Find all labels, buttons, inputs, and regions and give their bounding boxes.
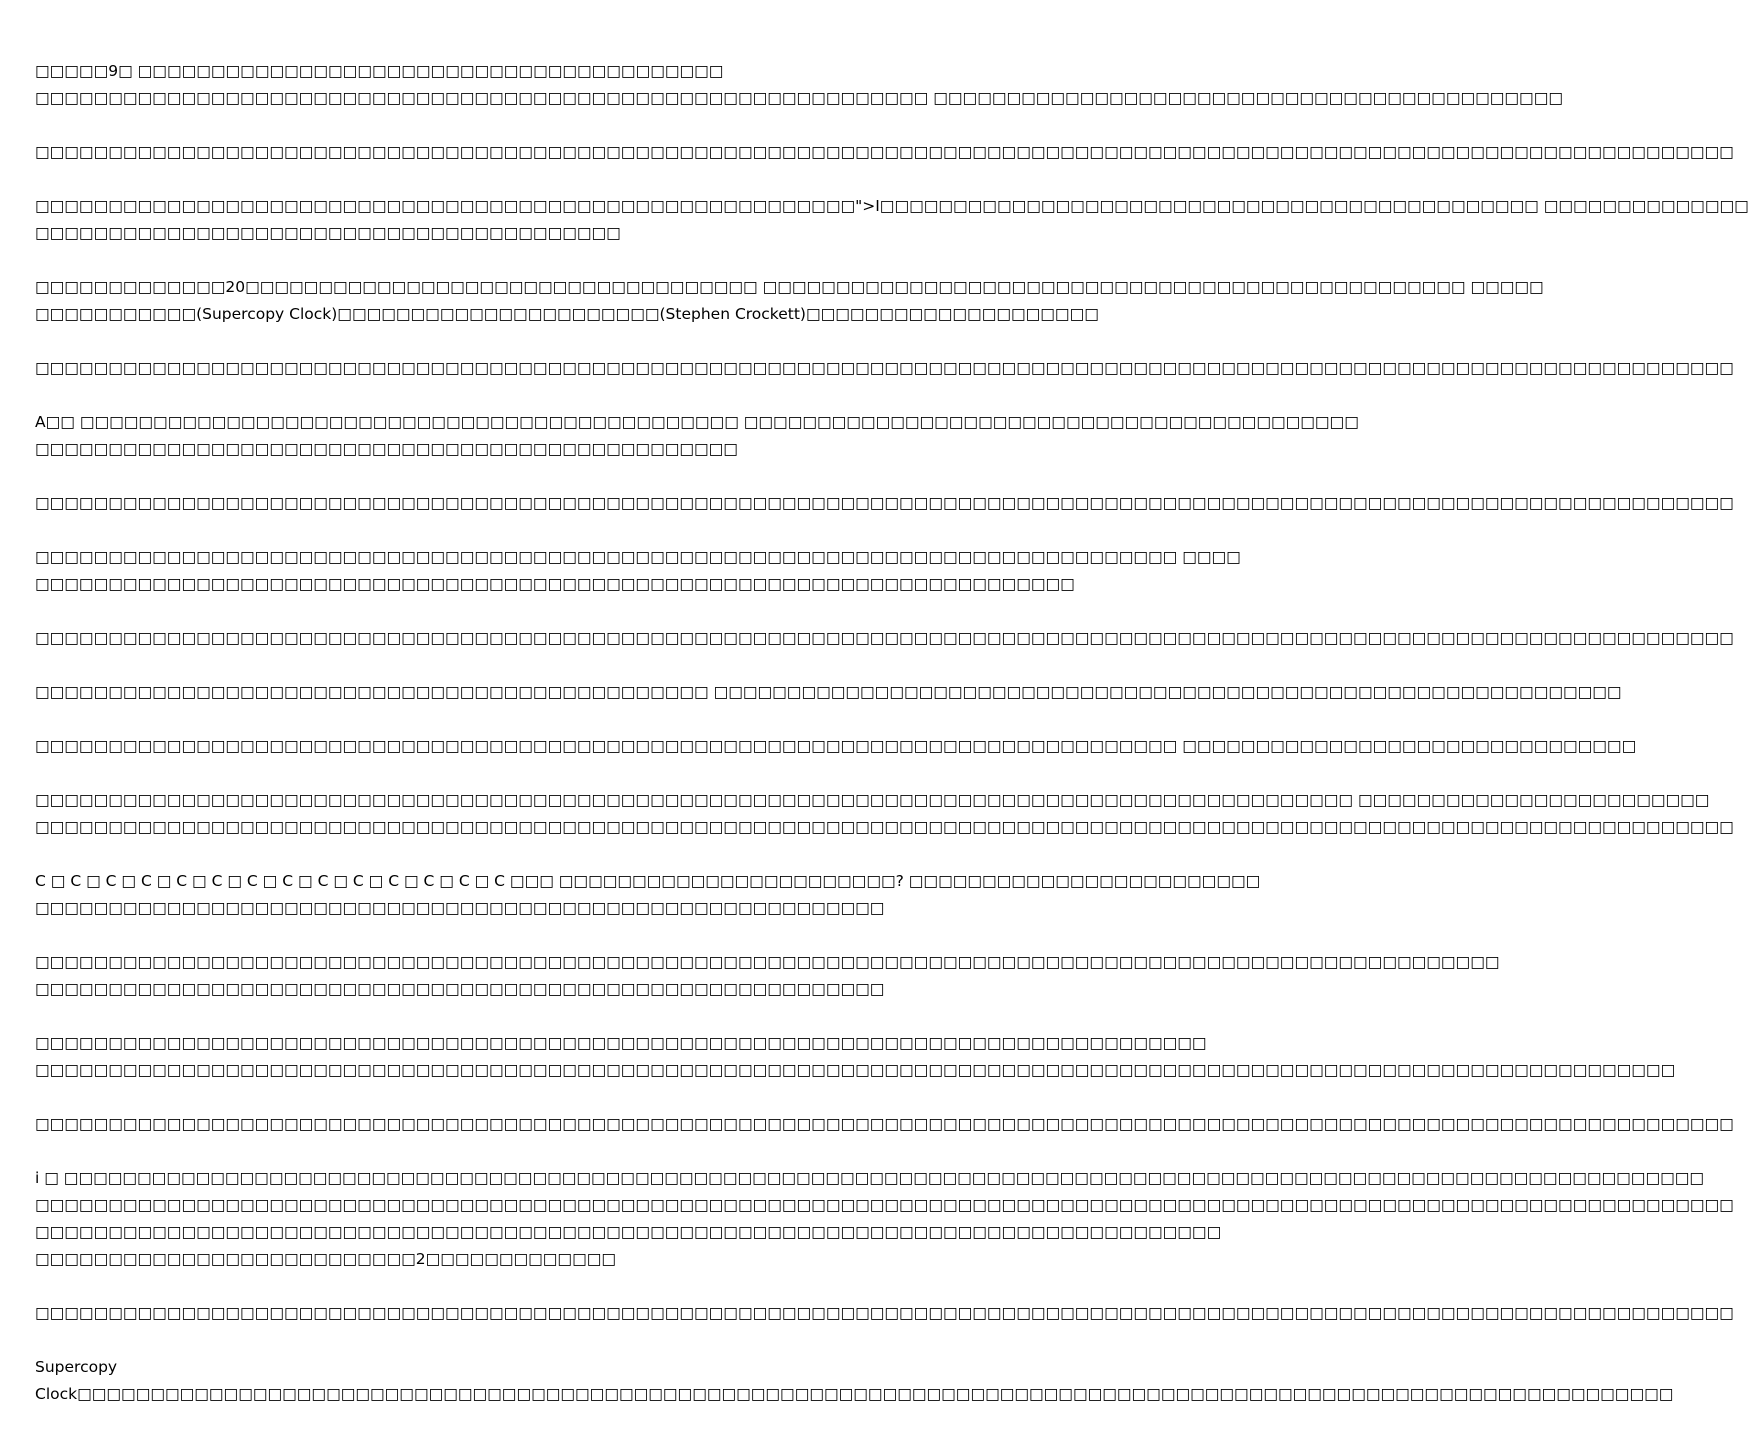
text-line: □□□□□□□□□□□□□□□□□□□□□□□□□□□□□□□□□□□□□□□□□□□□□□□□□□□□□□□□□□□□□□□□□□□□□□□ — [35, 575, 1075, 593]
paragraph — [35, 1300, 1734, 1327]
text-line: A□□ □□□□□□□□□□□□□□□□□□□□□□□□□□□□□□□□□□□□□□□□□□□□□ □□□□□□□□□□□□□□□□□□□□□□□□□□□□□□□□□□□□□□□□□□ — [35, 413, 1359, 431]
paragraph — [35, 139, 1734, 166]
text-line: □□□□□□□□□□□□□□□□□□□□□□□□□□□□□□□□□□□□□□□□□□□□□□□□□□□□□□□□□□□□□□□□□□□□□□□□□□□□□□□□□□□□□□□□□□□□□□□□□□□□□□□□□□□□□□□□□□□□ — [35, 494, 1734, 512]
paragraph — [35, 193, 1749, 247]
text-line: □□□□□□□□□□□□□□□□□□□□□□□□□□□□□□□□□□□□□□□□□□□□□□□□□□□□□□□□□□□□□□□□□□□□□□□□□□□□□□□□□□□□□□□□□□□□□□□□□□□□□□□□□□□□□□□□□□□□ — [35, 1196, 1734, 1214]
paragraph — [35, 1111, 1734, 1138]
text-line: □□□□□□□□□□□□□□□□□□□□□□□□□□□□□□□□□□□□□□□□□□□□□□□□ — [35, 440, 738, 458]
text-line: Clock□□□□□□□□□□□□□□□□□□□□□□□□□□□□□□□□□□□□□□□□□□□□□□□□□□□□□□□□□□□□□□□□□□□□□□□□□□□□□□□□□□□□□□□□□□□□□□□□□□□□□□□□□□□□□ — [35, 1385, 1674, 1403]
text-line: □□□□□□□□□□□□□□□□□□□□□□□□□□□□□□□□□□□□□□□□□□□□□□□□□□□□□□□□□□□□□□□□□□□□□□□□□□□□□□□□□□□□□□□□□□□□□□□□□□□□□□□□□□□□□□□□□□□□ — [35, 1115, 1734, 1133]
document-body — [35, 58, 1749, 1435]
paragraph — [35, 679, 1622, 706]
text-line: □□□□□□□□□□□□□□□□□□□□□□□□□□□□□□□□□□□□□□□□□□□□□□□□□□□□□□□□□□□□□□□□□□□□□□□□□□□□□□□□□□□□□□□□□□□□□□□□□□□□□□□□□□□□□□□□□□□□ — [35, 1304, 1734, 1322]
text-line: □□□□□□□□□□□(Supercopy Clock)□□□□□□□□□□□□□□□□□□□□□□(Stephen Crockett)□□□□□□□□□□□□□□□□□□□□ — [35, 305, 1099, 323]
text-line: □□□□□□□□□□□□□□□□□□□□□□□□□□□□□□□□□□□□□□□□□□□□□□□□□□□□□□□□□□□□□□□□□□□□□□□□□□□□□□□□□□□□□□□□□□ □□□□□□□□□□□□□□□□□□□□□□□□ — [35, 791, 1710, 809]
paragraph — [35, 58, 1563, 112]
text-line: □□□□□□□□□□□□□□□□□□□□□□□□□□□□□□□□□□□□□□□□ — [35, 224, 621, 242]
paragraph — [35, 1165, 1734, 1273]
text-line: □□□□□□□□□□□□□□□□□□□□□□□□□□□□□□□□□□□□□□□□□□□□□□□□□□□□□□□□□□□□□□□□□□□□□□□□□□□□□□□□□□□□□□□□□□□□□□□□□□□□□□□□□□□□□□□□□□□□ — [35, 359, 1734, 377]
text-line: i □ □□□□□□□□□□□□□□□□□□□□□□□□□□□□□□□□□□□□□□□□□□□□□□□□□□□□□□□□□□□□□□□□□□□□□□□□□□□□□□□□□□□□□□□□□□□□□□□□□□□□□□□□□□□□□□□□ — [35, 1169, 1705, 1187]
paragraph — [35, 949, 1500, 1003]
text-line: Supercopy — [35, 1358, 118, 1376]
text-line: □□□□□□□□□□□□□□□□□□□□□□□□□□□□□□□□□□□□□□□□□□□□□□□□□□□□□□□□□□□□□ □□□□□□□□□□□□□□□□□□□□□□□□□□□□□□□□□□□□□□□□□□□ — [35, 89, 1563, 107]
text-line: □□□□□□□□□□□□□□□□□□□□□□□□□□2□□□□□□□□□□□□□ — [35, 1250, 617, 1268]
text-line: □□□□□□□□□□□□□□□□□□□□□□□□□□□□□□□□□□□□□□□□□□□□□□□□□□□□□□□□□□ — [35, 980, 885, 998]
text-line: □□□□□□□□□□□□□□□□□□□□□□□□□□□□□□□□□□□□□□□□□□□□□□□□□□□□□□□□□□□□□□□□□□□□□□□□□□□□□□ □□□□□□□□□□□□□□□□□□□□□□□□□□□□□□□ — [35, 737, 1637, 755]
paragraph — [35, 787, 1734, 841]
paragraph — [35, 355, 1734, 382]
paragraph — [35, 490, 1734, 517]
text-line: □□□□□□□□□□□□□□□□□□□□□□□□□□□□□□□□□□□□□□□□□□□□□□□□□□□□□□□□□□□□□□□□□□□□□□□□□□□□□□ □□□□ — [35, 548, 1241, 566]
text-line: □□□□□□□□□□□□□□□□□□□□□□□□□□□□□□□□□□□□□□□□□□□□□□□□□□□□□□□□□□ — [35, 899, 885, 917]
paragraph — [35, 1030, 1676, 1084]
text-line: C □ C □ C □ C □ C □ C □ C □ C □ C □ C □ C □ C □ C □ C □□□ □□□□□□□□□□□□□□□□□□□□□□□? □□□□□□□□□□□□□□□□□□□□□□□□ — [35, 872, 1261, 890]
text-line: □□□□□9□ □□□□□□□□□□□□□□□□□□□□□□□□□□□□□□□□□□□□□□□□ — [35, 62, 724, 80]
paragraph — [35, 544, 1241, 598]
text-line: □□□□□□□□□□□□□□□□□□□□□□□□□□□□□□□□□□□□□□□□□□□□□□ □□□□□□□□□□□□□□□□□□□□□□□□□□□□□□□□□□□□□□□□□□□□□□□□□□□□□□□□□□□□□□ — [35, 683, 1622, 701]
text-line: □□□□□□□□□□□□□20□□□□□□□□□□□□□□□□□□□□□□□□□□□□□□□□□□□ □□□□□□□□□□□□□□□□□□□□□□□□□□□□□□□□□□□□□□□□□□□□□□□□ □□□□□ — [35, 278, 1544, 296]
text-line: □□□□□□□□□□□□□□□□□□□□□□□□□□□□□□□□□□□□□□□□□□□□□□□□□□□□□□□□">I□□□□□□□□□□□□□□□□□□□□□□□□□□□□□□□□□□□□□□□□□□□□□ □□□□□□□□□□□□□□ — [35, 197, 1749, 215]
text-line: □□□□□□□□□□□□□□□□□□□□□□□□□□□□□□□□□□□□□□□□□□□□□□□□□□□□□□□□□□□□□□□□□□□□□□□□□□□□□□□□□□□□□□□□□□□□□□□□□□□□□□□□□□□□□□□□□□□□ — [35, 629, 1734, 647]
paragraph — [35, 733, 1637, 760]
paragraph — [35, 409, 1359, 463]
paragraph — [35, 625, 1734, 652]
text-line: □□□□□□□□□□□□□□□□□□□□□□□□□□□□□□□□□□□□□□□□□□□□□□□□□□□□□□□□□□□□□□□□□□□□□□□□□□□□□□□□□□□□□□□□□□□□□□□□□□□□□□□□□□□□□□□□□□□□ — [35, 143, 1734, 161]
paragraph — [35, 274, 1544, 328]
text-line: □□□□□□□□□□□□□□□□□□□□□□□□□□□□□□□□□□□□□□□□□□□□□□□□□□□□□□□□□□□□□□□□□□□□□□□□□□□□□□□□ — [35, 1034, 1207, 1052]
text-line: □□□□□□□□□□□□□□□□□□□□□□□□□□□□□□□□□□□□□□□□□□□□□□□□□□□□□□□□□□□□□□□□□□□□□□□□□□□□□□□□□□□□□□□□□□□□□□□□□□□□ — [35, 953, 1500, 971]
paragraph — [35, 868, 1261, 922]
text-line: □□□□□□□□□□□□□□□□□□□□□□□□□□□□□□□□□□□□□□□□□□□□□□□□□□□□□□□□□□□□□□□□□□□□□□□□□□□□□□□□□ — [35, 1223, 1222, 1241]
text-line: □□□□□□□□□□□□□□□□□□□□□□□□□□□□□□□□□□□□□□□□□□□□□□□□□□□□□□□□□□□□□□□□□□□□□□□□□□□□□□□□□□□□□□□□□□□□□□□□□□□□□□□□□□□□□□□□□□□□ — [35, 818, 1734, 836]
paragraph — [35, 1354, 1674, 1408]
text-line: □□□□□□□□□□□□□□□□□□□□□□□□□□□□□□□□□□□□□□□□□□□□□□□□□□□□□□□□□□□□□□□□□□□□□□□□□□□□□□□□□□□□□□□□□□□□□□□□□□□□□□□□□□□□□□□□ — [35, 1061, 1676, 1079]
